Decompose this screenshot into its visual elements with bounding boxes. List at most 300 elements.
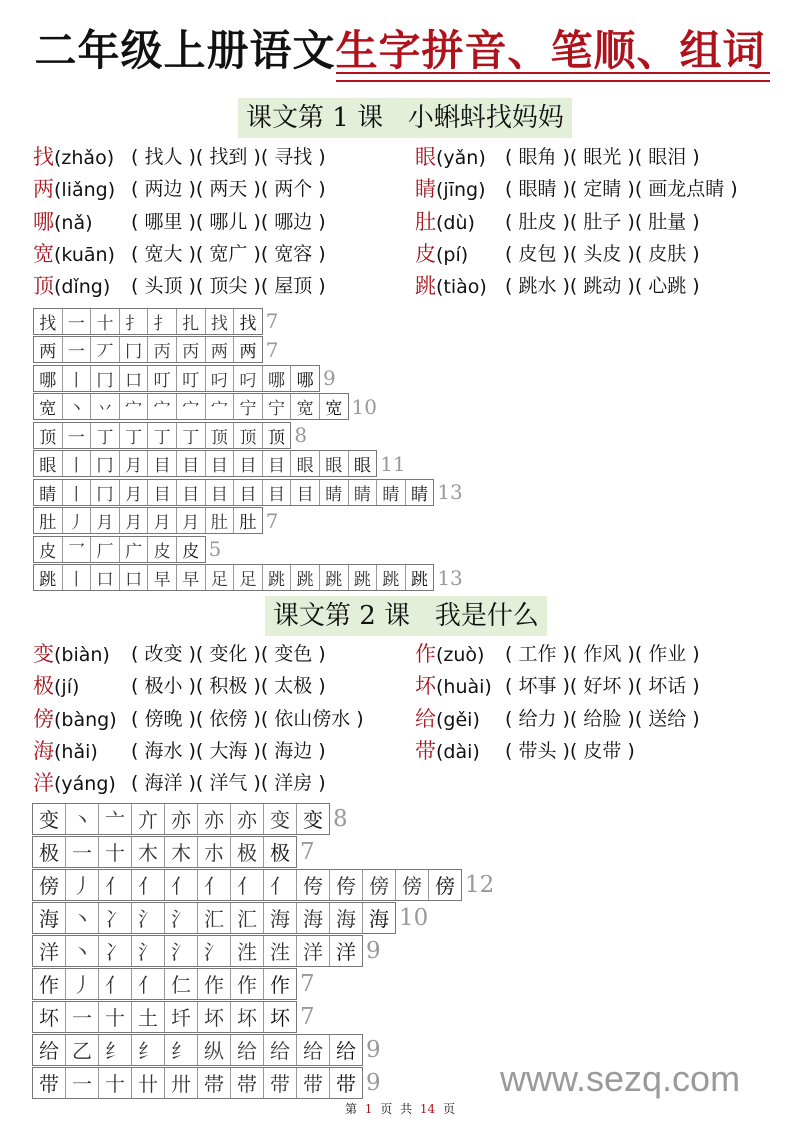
stroke-row — [32, 868, 494, 901]
stroke-step-cell — [63, 508, 92, 533]
stroke-step-cell — [264, 969, 296, 999]
stroke-step: 丨 — [67, 484, 85, 505]
stroke-step-cell — [63, 366, 92, 391]
stroke-char-cell — [34, 480, 63, 505]
char-pinyin — [33, 767, 131, 799]
char-pinyin — [33, 735, 131, 767]
stroke-step: 月 — [182, 513, 200, 534]
word-group: ( 哪儿 ) — [195, 210, 261, 233]
stroke-step: 丿 — [67, 513, 85, 534]
word-group: ( 坏话 ) — [634, 675, 700, 698]
char-pinyin — [33, 703, 131, 735]
character: 肚 — [415, 209, 436, 234]
stroke-step: 两 — [239, 342, 257, 363]
stroke-step-cell — [206, 394, 235, 419]
stroke-row — [33, 450, 463, 479]
stroke-step-cell — [165, 1035, 198, 1065]
character: 顶 — [33, 274, 54, 299]
stroke-step-cell — [120, 309, 149, 334]
stroke-step: 叮 — [153, 370, 171, 391]
stroke-step: 海 — [369, 907, 389, 931]
stroke-step-cell — [132, 837, 165, 867]
stroke-step: 作 — [270, 973, 290, 997]
word-row — [33, 206, 326, 238]
stroke-char: 眼 — [39, 456, 57, 477]
stroke-char-cell — [33, 969, 66, 999]
stroke-step-cell — [206, 508, 235, 533]
pinyin: (jí) — [54, 676, 80, 699]
stroke-step-cell — [349, 451, 377, 476]
stroke-step-cell — [330, 903, 363, 933]
stroke-step: 厂 — [96, 541, 114, 562]
stroke-step: 一 — [67, 313, 85, 334]
word-group: ( 给力 ) — [505, 707, 570, 730]
word-group: ( 画龙点睛 ) — [634, 178, 738, 201]
lesson-2-words-right — [415, 638, 700, 767]
character: 变 — [33, 642, 54, 666]
stroke-step: 氵 — [171, 907, 191, 931]
stroke-cells — [33, 422, 291, 449]
lesson-1-words-left — [33, 141, 326, 302]
stroke-row — [33, 507, 463, 536]
stroke-step-cell — [234, 508, 262, 533]
word-row — [33, 270, 326, 302]
stroke-step: 亻 — [171, 874, 191, 898]
stroke-step-cell — [63, 480, 92, 505]
stroke-step: 目 — [268, 456, 286, 477]
stroke-step-cell — [320, 480, 349, 505]
stroke-char: 两 — [39, 342, 57, 363]
stroke-step: 亦 — [171, 808, 191, 832]
word-row — [415, 141, 738, 173]
word-group: ( 头顶 ) — [131, 275, 196, 298]
stroke-step-cell — [132, 936, 165, 966]
stroke-step: 一 — [67, 342, 85, 363]
stroke-step: 口 — [96, 570, 114, 591]
stroke-count: 8 — [294, 423, 308, 448]
stroke-step: 睛 — [382, 484, 400, 505]
stroke-step: 纵 — [204, 1039, 224, 1063]
stroke-step: 极 — [237, 841, 257, 865]
stroke-step-cell — [120, 394, 149, 419]
stroke-step-cell — [63, 565, 92, 590]
stroke-step: 丶 — [72, 808, 92, 832]
stroke-step-cell — [198, 1035, 231, 1065]
word-group: ( 海边 ) — [260, 739, 326, 762]
word-row — [415, 270, 738, 302]
char-pinyin — [415, 703, 505, 735]
stroke-step: 口 — [125, 370, 143, 391]
stroke-row — [32, 1033, 494, 1066]
pinyin: (hǎi) — [54, 740, 98, 763]
stroke-step-cell — [264, 870, 297, 900]
stroke-step-cell — [231, 804, 264, 834]
stroke-count: 5 — [208, 537, 222, 562]
stroke-step: 冂 — [96, 456, 114, 477]
stroke-step-cell — [99, 1035, 132, 1065]
stroke-char-cell — [34, 565, 63, 590]
stroke-step: 目 — [210, 484, 228, 505]
stroke-step: 侉 — [336, 874, 356, 898]
char-pinyin — [33, 141, 131, 173]
page-title — [0, 18, 800, 78]
char-pinyin — [33, 638, 131, 670]
stroke-step-cell — [320, 451, 349, 476]
stroke-step-cell — [234, 565, 263, 590]
stroke-step-cell — [330, 1068, 362, 1098]
pinyin: (zuò) — [436, 644, 485, 666]
stroke-step-cell — [177, 423, 206, 448]
stroke-step-cell — [165, 837, 198, 867]
word-group: ( 定睛 ) — [569, 178, 635, 201]
stroke-step-cell — [165, 1068, 198, 1098]
stroke-char: 肚 — [39, 513, 57, 534]
stroke-char-cell — [33, 837, 66, 867]
stroke-step-cell — [132, 1068, 165, 1098]
character: 睛 — [415, 177, 436, 202]
character: 找 — [33, 145, 54, 169]
stroke-step-cell — [148, 508, 177, 533]
stroke-step-cell — [63, 537, 92, 562]
character: 哪 — [33, 209, 54, 234]
stroke-step-cell — [91, 337, 120, 362]
stroke-step-cell — [234, 394, 263, 419]
stroke-step: 带 — [336, 1072, 356, 1096]
stroke-step-cell — [231, 903, 264, 933]
stroke-step: 睛 — [325, 484, 343, 505]
stroke-step: 给 — [336, 1039, 356, 1063]
stroke-char: 变 — [39, 808, 59, 832]
stroke-step-cell — [132, 969, 165, 999]
stroke-char: 睛 — [39, 484, 57, 505]
stroke-row — [32, 1000, 494, 1033]
stroke-step-cell — [91, 309, 120, 334]
stroke-count: 9 — [366, 1036, 381, 1063]
stroke-char: 洋 — [39, 940, 59, 964]
word-group: ( 太极 ) — [260, 675, 326, 698]
stroke-step-cell — [148, 337, 177, 362]
char-pinyin — [415, 638, 505, 670]
lesson-2-stroke-grid — [32, 802, 494, 1099]
stroke-step-cell — [297, 1068, 330, 1098]
stroke-step-cell — [91, 537, 120, 562]
stroke-step-cell — [63, 451, 92, 476]
stroke-step: 亻 — [138, 973, 158, 997]
stroke-count: 11 — [380, 451, 406, 476]
stroke-step-cell — [99, 804, 132, 834]
stroke-step: 两 — [210, 342, 228, 363]
stroke-step: 海 — [270, 907, 290, 931]
word-group: ( 肚皮 ) — [505, 210, 570, 233]
stroke-count: 10 — [399, 904, 429, 931]
stroke-row — [32, 835, 494, 868]
stroke-char: 坏 — [39, 1006, 59, 1030]
stroke-cells — [33, 450, 377, 477]
stroke-char: 作 — [39, 973, 59, 997]
stroke-step: 冂 — [96, 484, 114, 505]
stroke-step: 口 — [125, 570, 143, 591]
stroke-step: 宀 — [210, 399, 228, 420]
stroke-step: 跳 — [325, 570, 343, 591]
stroke-step: 眼 — [296, 456, 314, 477]
stroke-step-cell — [363, 903, 395, 933]
stroke-step: 叼 — [210, 370, 228, 391]
stroke-step-cell — [297, 804, 329, 834]
stroke-step-cell — [406, 565, 434, 590]
stroke-step: 十 — [96, 313, 114, 334]
character: 傍 — [33, 706, 54, 731]
word-group: ( 头皮 ) — [569, 242, 635, 265]
stroke-step-cell — [363, 870, 396, 900]
word-group: ( 改变 ) — [131, 643, 196, 665]
stroke-step-cell — [198, 804, 231, 834]
stroke-step: 冂 — [96, 370, 114, 391]
stroke-step: 亻 — [204, 874, 224, 898]
stroke-step-cell — [429, 870, 461, 900]
stroke-cells — [32, 869, 462, 901]
character: 极 — [33, 674, 54, 699]
stroke-char-cell — [33, 804, 66, 834]
stroke-step-cell — [198, 936, 231, 966]
stroke-step: 宀 — [182, 399, 200, 420]
stroke-step-cell — [66, 903, 99, 933]
stroke-step-cell — [320, 565, 349, 590]
stroke-step: 扎 — [182, 313, 200, 334]
stroke-step: 变 — [303, 808, 323, 832]
stroke-step-cell — [66, 804, 99, 834]
stroke-row — [32, 802, 494, 835]
stroke-step-cell — [234, 451, 263, 476]
word-group: ( 宽容 ) — [260, 242, 326, 265]
stroke-char-cell — [33, 936, 66, 966]
word-group: ( 跳水 ) — [505, 275, 570, 298]
char-pinyin — [415, 173, 505, 205]
stroke-step-cell — [120, 366, 149, 391]
word-group: ( 找到 ) — [195, 146, 261, 168]
stroke-cells — [33, 479, 434, 506]
stroke-char-cell — [34, 309, 63, 334]
stroke-step: 坏 — [270, 1006, 290, 1030]
stroke-step: 冂 — [125, 342, 143, 363]
stroke-step: 月 — [153, 513, 171, 534]
word-row — [415, 670, 700, 702]
stroke-step-cell — [231, 969, 264, 999]
lesson-2-header: 课文第 2 课 我是什么 — [265, 596, 547, 636]
stroke-step-cell — [120, 508, 149, 533]
stroke-step: 海 — [303, 907, 323, 931]
stroke-step: 叮 — [182, 370, 200, 391]
total-pages: 14 — [419, 1102, 436, 1116]
stroke-step-cell — [291, 451, 320, 476]
word-group: ( 屋顶 ) — [260, 275, 326, 298]
stroke-step: 洋 — [336, 940, 356, 964]
stroke-step: 乛 — [67, 541, 85, 562]
stroke-step: 月 — [96, 513, 114, 534]
stroke-step-cell — [148, 451, 177, 476]
stroke-step: 木 — [171, 841, 191, 865]
stroke-step: 皮 — [153, 541, 171, 562]
stroke-step: 一 — [72, 1072, 92, 1096]
stroke-step-cell — [91, 508, 120, 533]
word-group: ( 工作 ) — [505, 643, 570, 665]
stroke-step-cell — [198, 903, 231, 933]
stroke-step-cell — [148, 565, 177, 590]
stroke-cells — [32, 935, 363, 967]
character: 宽 — [33, 241, 54, 266]
word-group: ( 大海 ) — [195, 739, 261, 762]
stroke-step-cell — [63, 423, 92, 448]
word-group: ( 海洋 ) — [131, 772, 196, 795]
stroke-char: 傍 — [39, 874, 59, 898]
stroke-step-cell — [120, 451, 149, 476]
stroke-count: 10 — [351, 394, 377, 419]
stroke-step-cell — [120, 337, 149, 362]
stroke-step-cell — [132, 870, 165, 900]
stroke-step-cell — [91, 480, 120, 505]
word-group: ( 洋房 ) — [260, 772, 326, 795]
lesson-1-words-right — [415, 141, 738, 302]
page-footer — [0, 1100, 800, 1117]
stroke-step-cell — [231, 1035, 264, 1065]
stroke-step-cell — [263, 480, 292, 505]
stroke-step: 眼 — [353, 456, 371, 477]
stroke-step-cell — [99, 1068, 132, 1098]
stroke-step: 顶 — [210, 427, 228, 448]
stroke-step-cell — [177, 451, 206, 476]
stroke-step: 目 — [239, 456, 257, 477]
stroke-char: 皮 — [39, 541, 57, 562]
word-group: ( 宽大 ) — [131, 242, 196, 265]
stroke-char-cell — [33, 1035, 66, 1065]
stroke-step: 目 — [268, 484, 286, 505]
stroke-step: 汇 — [204, 907, 224, 931]
stroke-step-cell — [177, 394, 206, 419]
lesson-2-words-left — [33, 638, 364, 799]
stroke-step: 丨 — [67, 570, 85, 591]
stroke-char: 给 — [39, 1039, 59, 1063]
stroke-char-cell — [34, 394, 63, 419]
pinyin: (biàn) — [54, 644, 110, 666]
stroke-step-cell — [264, 936, 297, 966]
word-group: ( 送给 ) — [634, 707, 700, 730]
pinyin: (tiào) — [436, 276, 487, 299]
stroke-step: 跳 — [296, 570, 314, 591]
stroke-step: 纟 — [105, 1039, 125, 1063]
stroke-step-cell — [165, 969, 198, 999]
stroke-step: 洋 — [303, 940, 323, 964]
stroke-step-cell — [99, 969, 132, 999]
stroke-step: 亻 — [105, 973, 125, 997]
word-group: ( 眼角 ) — [505, 146, 570, 168]
stroke-step: 极 — [270, 841, 290, 865]
char-pinyin — [415, 270, 505, 302]
character: 跳 — [415, 274, 436, 299]
word-group: ( 变化 ) — [195, 643, 261, 665]
stroke-step: 一 — [72, 1006, 92, 1030]
stroke-char: 宽 — [39, 399, 57, 420]
stroke-step-cell — [330, 936, 362, 966]
char-pinyin — [415, 670, 505, 702]
stroke-step-cell — [66, 969, 99, 999]
word-group: ( 宽广 ) — [195, 242, 261, 265]
stroke-step: 泩 — [237, 940, 257, 964]
stroke-step-cell — [198, 870, 231, 900]
stroke-row — [33, 364, 463, 393]
stroke-step: 卄 — [138, 1072, 158, 1096]
char-pinyin — [415, 735, 505, 767]
stroke-step: 仁 — [171, 973, 191, 997]
char-pinyin — [33, 206, 131, 238]
stroke-step: 月 — [125, 513, 143, 534]
stroke-step-cell — [91, 451, 120, 476]
stroke-char-cell — [34, 508, 63, 533]
stroke-step: 足 — [210, 570, 228, 591]
pinyin: (kuān) — [54, 243, 115, 266]
stroke-step: 目 — [182, 456, 200, 477]
stroke-step: 目 — [296, 484, 314, 505]
stroke-cells — [33, 393, 349, 420]
stroke-step-cell — [231, 837, 264, 867]
stroke-step-cell — [330, 1035, 362, 1065]
stroke-step-cell — [206, 451, 235, 476]
stroke-step-cell — [148, 394, 177, 419]
character: 给 — [415, 706, 436, 731]
character: 洋 — [33, 771, 54, 796]
stroke-step: 丶 — [72, 907, 92, 931]
stroke-step-cell — [206, 337, 235, 362]
stroke-step: 哪 — [268, 370, 286, 391]
stroke-char-cell — [33, 1002, 66, 1032]
word-group: ( 两个 ) — [260, 178, 326, 201]
word-group: ( 哪边 ) — [260, 210, 326, 233]
stroke-step-cell — [206, 565, 235, 590]
stroke-step: 氵 — [138, 907, 158, 931]
word-row — [33, 670, 364, 702]
stroke-step-cell — [264, 837, 296, 867]
stroke-cells — [33, 365, 320, 392]
footer-prefix: 第 — [344, 1102, 357, 1116]
stroke-step: 带 — [270, 1072, 290, 1096]
stroke-step: 宀 — [125, 399, 143, 420]
stroke-step-cell — [264, 1002, 296, 1032]
stroke-step-cell — [198, 969, 231, 999]
stroke-step-cell — [165, 903, 198, 933]
footer-mid: 页 共 — [380, 1102, 413, 1116]
stroke-step-cell — [198, 1068, 231, 1098]
stroke-step: 海 — [336, 907, 356, 931]
stroke-row — [33, 564, 463, 593]
stroke-step: 朩 — [204, 841, 224, 865]
stroke-step-cell — [132, 1035, 165, 1065]
lesson-1-header: 课文第 1 课 小蝌蚪找妈妈 — [238, 98, 572, 138]
stroke-row — [32, 967, 494, 1000]
stroke-step: 跳 — [382, 570, 400, 591]
char-pinyin — [415, 141, 505, 173]
stroke-char: 跳 — [39, 570, 57, 591]
stroke-step-cell — [206, 309, 235, 334]
stroke-step-cell — [91, 423, 120, 448]
stroke-cells — [32, 968, 297, 1000]
stroke-step: 扌 — [153, 313, 171, 334]
stroke-char-cell — [34, 423, 63, 448]
stroke-step: 月 — [125, 484, 143, 505]
stroke-step-cell — [198, 1002, 231, 1032]
word-row — [415, 206, 738, 238]
stroke-step-cell — [264, 903, 297, 933]
stroke-step-cell — [349, 480, 378, 505]
stroke-step-cell — [377, 565, 406, 590]
word-row — [33, 767, 364, 799]
